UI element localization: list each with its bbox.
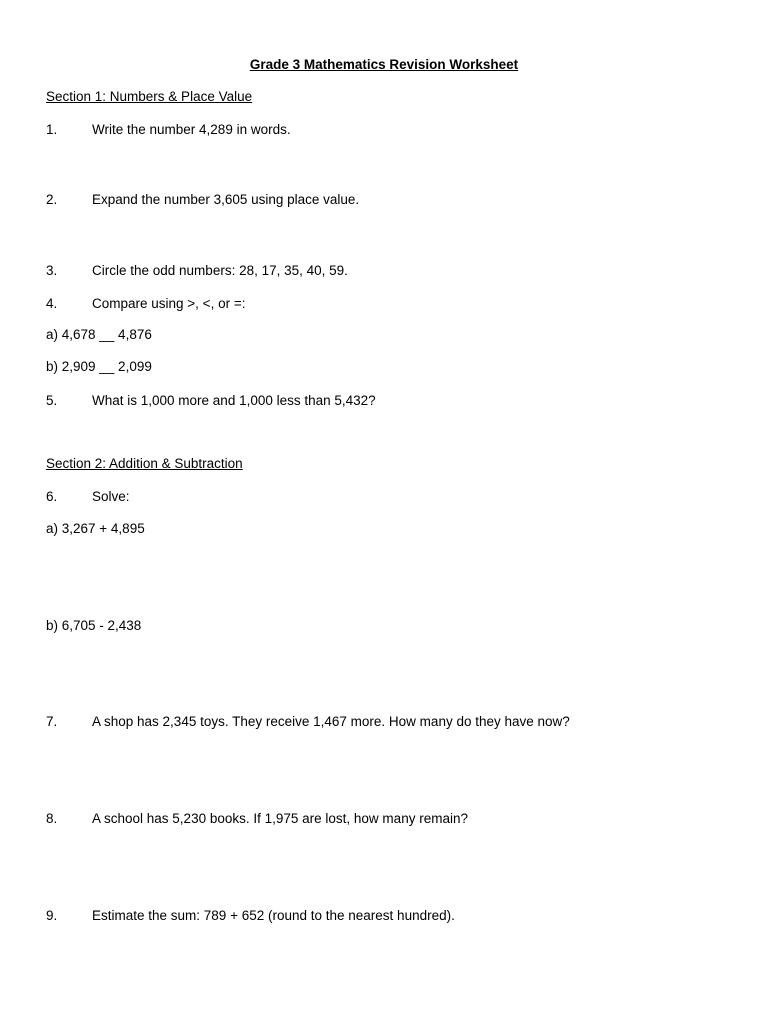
question-number: 6. [46,489,58,504]
question-7 [46,714,570,729]
question-number: 9. [46,908,58,923]
question-2 [46,192,359,207]
question-number: 2. [46,192,58,207]
question-4a: a) 4,678 __ 4,876 [46,327,152,342]
question-text: Solve: [92,489,130,504]
question-text: Circle the odd numbers: 28, 17, 35, 40, 59. [92,263,348,278]
question-3 [46,263,348,278]
question-number: 8. [46,811,58,826]
question-4b: b) 2,909 __ 2,099 [46,359,152,374]
question-6 [46,489,130,504]
question-6b: b) 6,705 - 2,438 [46,618,142,633]
question-text: A shop has 2,345 toys. They receive 1,467 more. How many do they have now? [92,714,570,729]
question-number: 5. [46,393,58,408]
question-text: A school has 5,230 books. If 1,975 are lost, how many remain? [92,811,468,826]
worksheet-title: Grade 3 Mathematics Revision Worksheet [249,57,519,72]
question-4 [46,296,245,311]
question-text: Estimate the sum: 789 + 652 (round to the nearest hundred). [92,908,455,923]
question-6a: a) 3,267 + 4,895 [46,521,145,536]
question-number: 4. [46,296,58,311]
question-8 [46,811,468,826]
question-number: 3. [46,263,58,278]
question-number: 1. [46,122,58,137]
question-text: What is 1,000 more and 1,000 less than 5,432? [92,393,376,408]
question-9 [46,908,455,923]
question-text: Write the number 4,289 in words. [92,122,291,137]
question-5 [46,393,376,408]
question-1 [46,122,291,137]
question-text: Compare using >, <, or =: [92,296,246,311]
question-number: 7. [46,714,58,729]
section-1-heading: Section 1: Numbers & Place Value [46,89,253,104]
question-text: Expand the number 3,605 using place value. [92,192,360,207]
section-2-heading: Section 2: Addition & Subtraction [46,456,243,471]
